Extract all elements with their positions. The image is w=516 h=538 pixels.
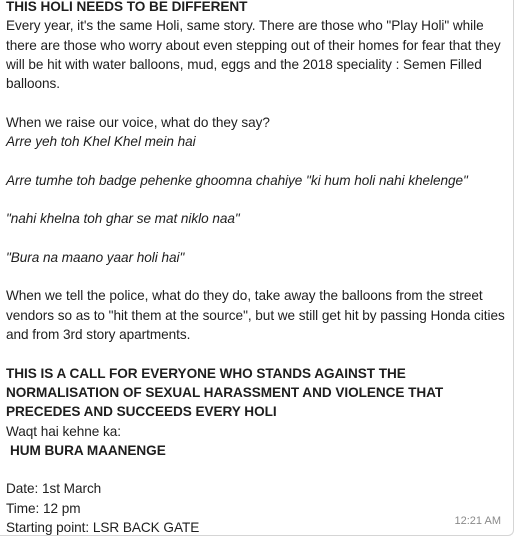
waqt-line: Waqt hai kehne ka: xyxy=(6,423,121,439)
event-date: Date: 1st March xyxy=(6,481,102,497)
quote-4: "Bura na maano yaar holi hai" xyxy=(6,249,185,265)
quote-2: Arre tumhe toh badge pehenke ghoomna chahiye "ki hum holi nahi khelenge" xyxy=(6,172,468,188)
call-to-action: THIS IS A CALL FOR EVERYONE WHO STANDS AGAINST THE NORMALISATION OF SEXUAL HARASSMENT AND VIOLENCE THAT PRECEDES AND SUCCEEDS EVERY HOLI xyxy=(6,365,444,420)
message-text xyxy=(6,0,509,537)
quote-1: Arre yeh toh Khel Khel mein hai xyxy=(6,134,196,150)
message-timestamp: 12:21 AM xyxy=(454,515,501,527)
event-time: Time: 12 pm xyxy=(6,500,81,516)
message-heading: THIS HOLI NEEDS TO BE DIFFERENT xyxy=(6,0,248,14)
quote-3: "nahi khelna toh ghar se mat niklo naa" xyxy=(6,211,240,227)
message-paragraph-1: Every year, it's the same Holi, same story. There are those who "Play Holi" while there are those who worry about even stepping out of their homes for fear that they will be hit with water balloons, mud, eggs and the 2018 speciality : Semen Filled balloons. xyxy=(6,18,501,92)
slogan: HUM BURA MAANENGE xyxy=(10,442,166,458)
event-starting-point: Starting point: LSR BACK GATE xyxy=(6,520,200,536)
message-paragraph-2: When we tell the police, what do they do, take away the balloons from the street vendors so as to "hit them at the source", but we still get hit by passing Honda cities and from 3rd story apartments. xyxy=(6,288,505,343)
message-question: When we raise our voice, what do they say? xyxy=(6,114,270,130)
